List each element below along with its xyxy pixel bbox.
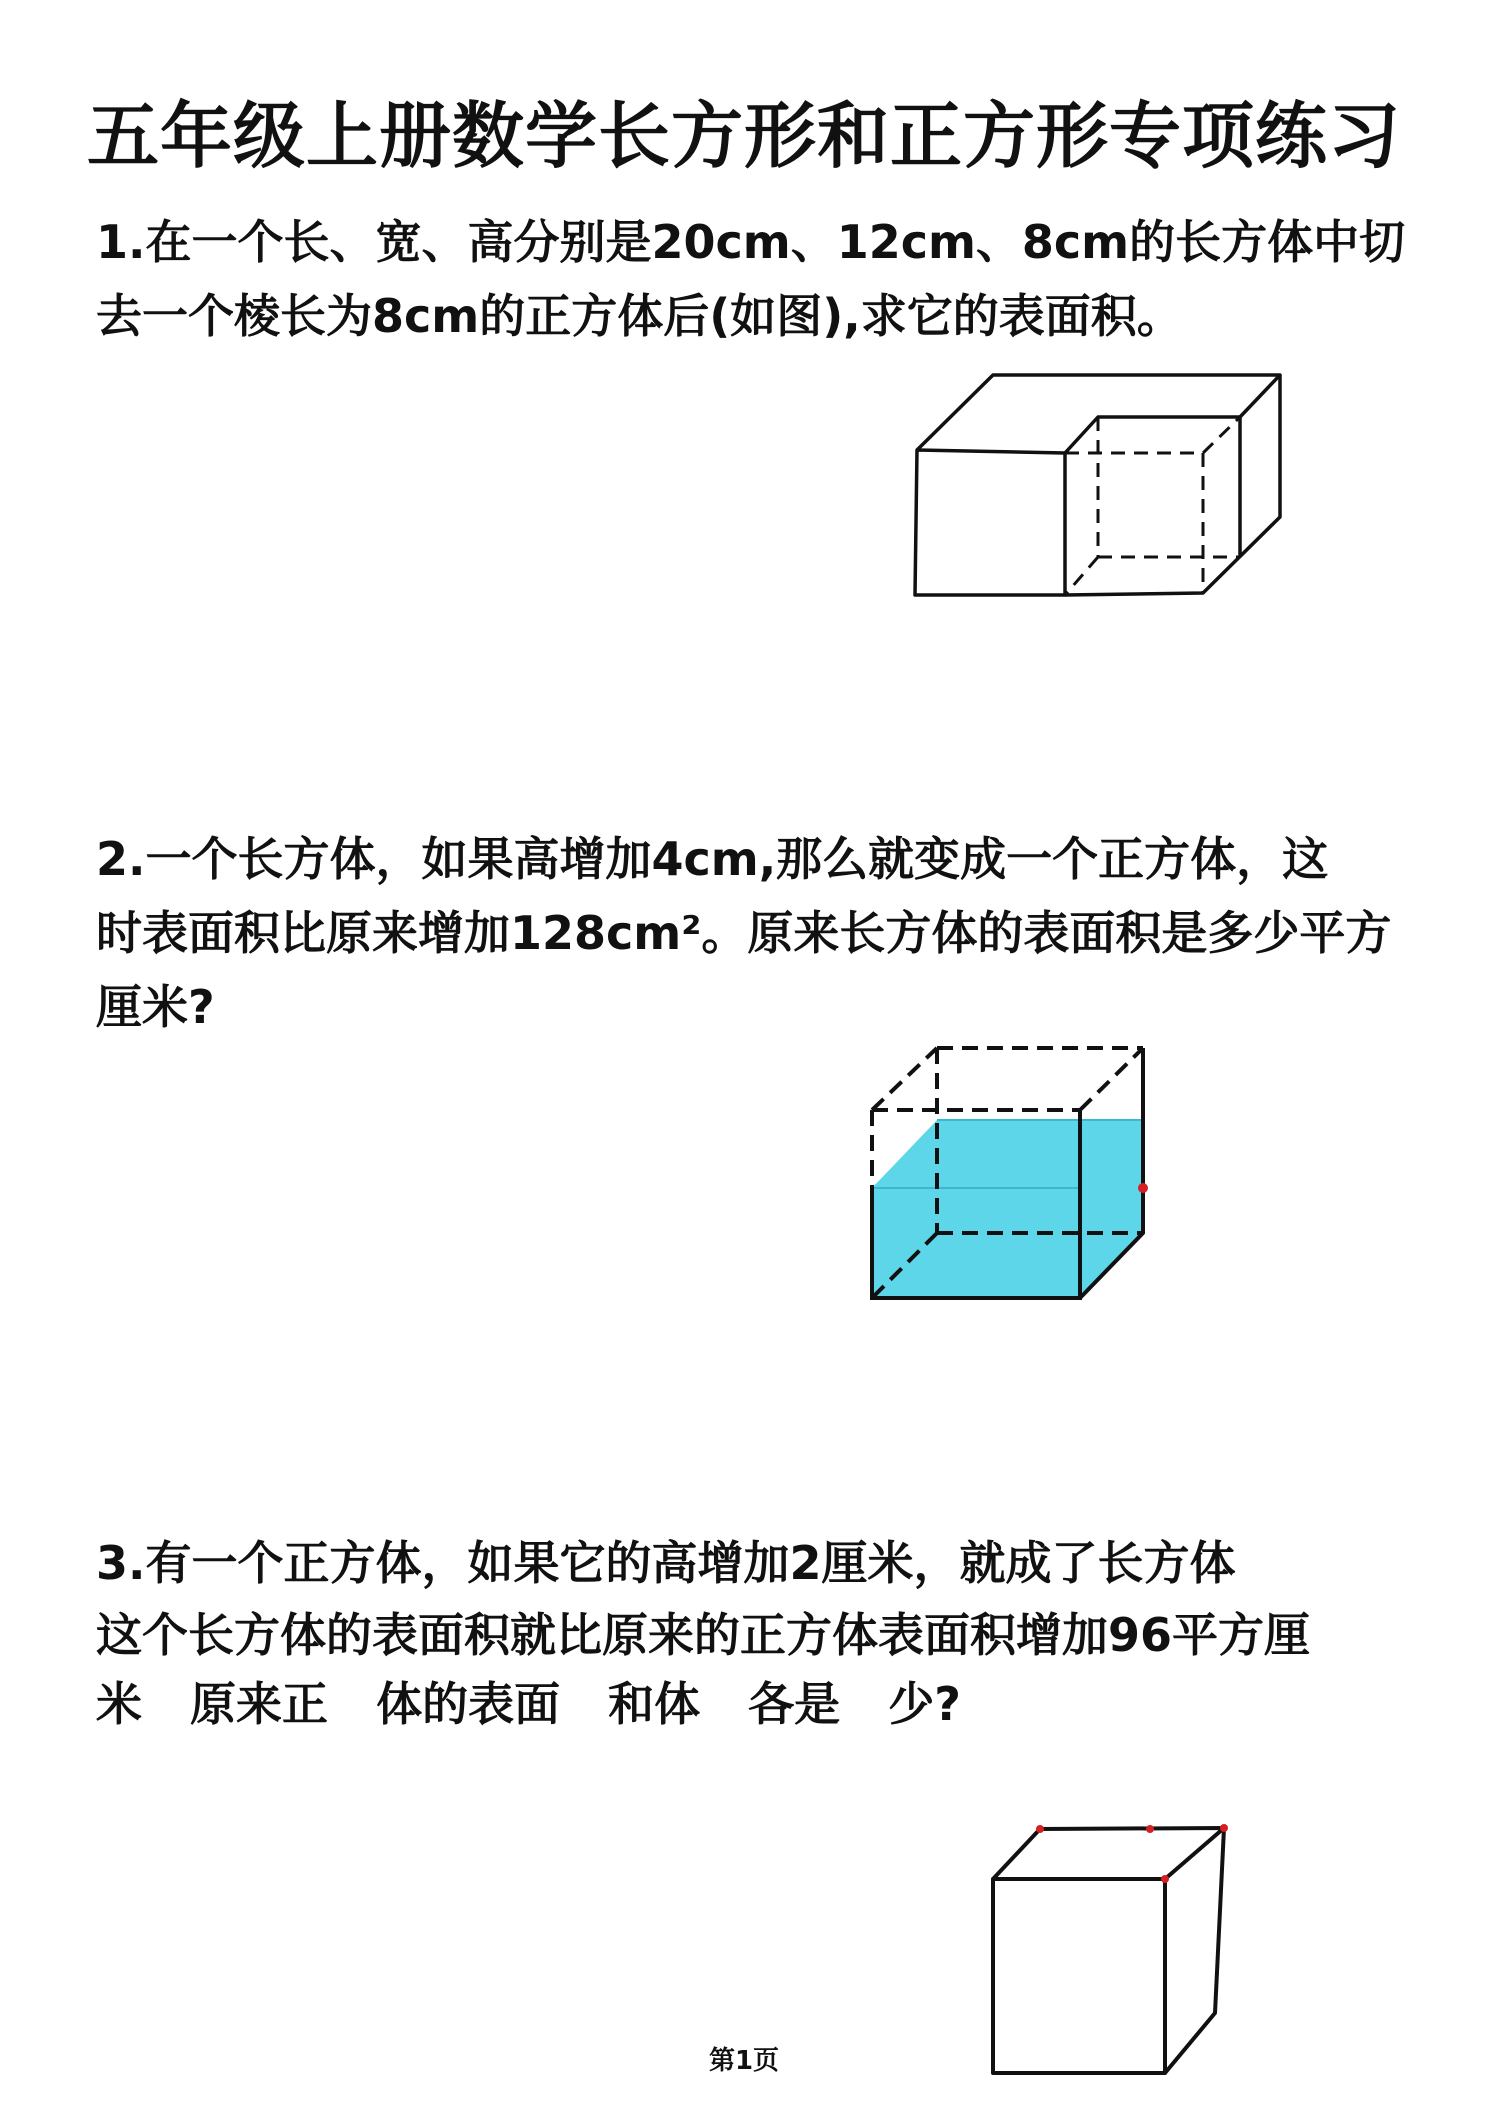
question-2-line-1: 2.一个长方体，如果高增加4cm,那么就变成一个正方体，这: [96, 832, 1329, 886]
figure-water-tank: [872, 1048, 1148, 1298]
question-3-line-3: 米 原来正 体的表面 和体 各是 少?: [96, 1677, 961, 1731]
question-2-line-2: 时表面积比原来增加128cm²。原来长方体的表面积是多少平方: [96, 906, 1392, 960]
figure-cube: [993, 1824, 1228, 2073]
page-number: 第1页: [708, 2046, 780, 2076]
question-3-line-2: 这个长方体的表面积就比原来的正方体表面积增加96平方厘: [96, 1608, 1311, 1662]
water-fill: [872, 1120, 1143, 1298]
question-1-line-1: 1.在一个长、宽、高分别是20cm、12cm、8cm的长方体中切: [96, 215, 1406, 269]
question-2-line-3: 厘米?: [96, 980, 215, 1034]
question-3-line-1: 3.有一个正方体，如果它的高增加2厘米，就成了长方体: [96, 1536, 1236, 1590]
marker-dot: [1138, 1183, 1148, 1193]
page-title: 五年级上册数学长方形和正方形专项练习: [86, 94, 1401, 178]
figure-cuboid-with-cut-cube: [915, 375, 1280, 595]
question-1-line-2: 去一个棱长为8cm的正方体后(如图),求它的表面积。: [96, 289, 1183, 343]
